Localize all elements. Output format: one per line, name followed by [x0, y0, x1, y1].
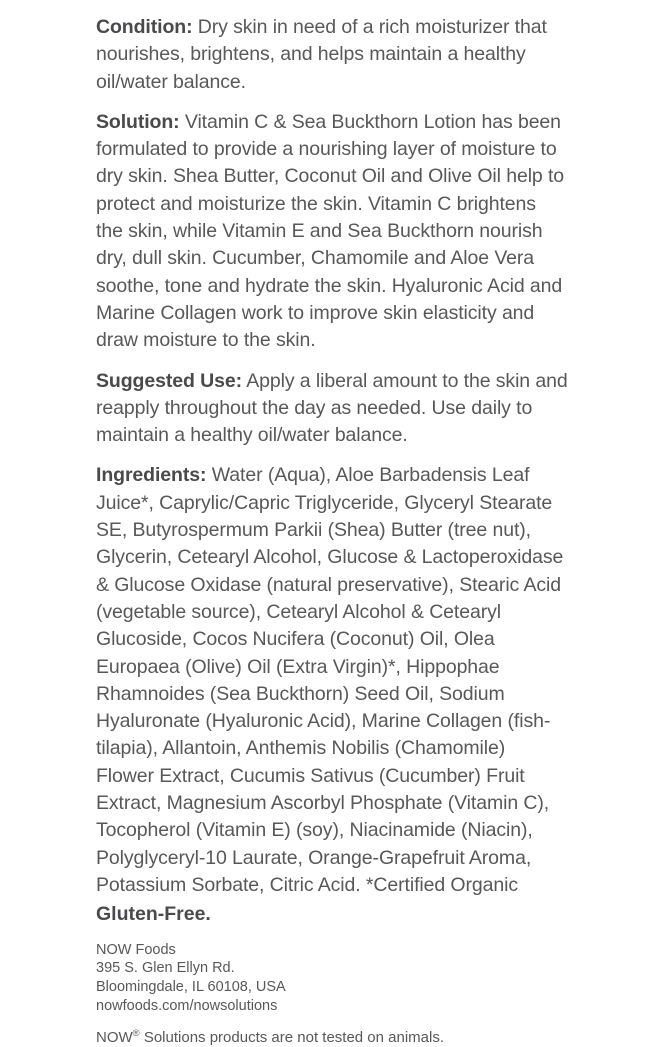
ingredients-heading: Ingredients:	[96, 464, 207, 487]
company-city-state-zip: Bloomingdale, IL 60108, USA	[96, 979, 286, 996]
solution-heading: Solution:	[96, 110, 180, 133]
suggested-use-heading: Suggested Use:	[96, 369, 242, 392]
animal-testing-footnote	[96, 1028, 568, 1047]
registered-trademark-icon: ®	[132, 1027, 140, 1039]
solution-text: Vitamin C & Sea Buckthorn Lotion has been formulated to provide a nourishing layer of moisture to dry skin. Shea Butter, Coconut Oil and Olive Oil help to protect and moisturize the skin. Vitamin C brightens the skin, while Vitamin E and Sea Buckthorn nourish dry, dull skin. Cucumber, Chamomile and Aloe Vera soothe, tone and hydrate the skin. Hyaluronic Acid and Marine Collagen work to improve skin elasticity and draw moisture to the skin.	[96, 110, 565, 352]
ingredients-paragraph	[96, 462, 568, 899]
footnote-text: Solutions products are not tested on animals.	[139, 1028, 445, 1046]
condition-text: Dry skin in need of a rich moisturizer that nourishes, brightens, and helps maintain a healthy oil/water balance.	[96, 16, 547, 93]
condition-paragraph	[96, 14, 568, 96]
solution-paragraph	[96, 109, 568, 355]
condition-heading: Condition:	[96, 16, 193, 38]
suggested-use-text: Apply a liberal amount to the skin and reapply throughout the day as needed. Use daily to maintain a healthy oil/water balance.	[96, 369, 568, 447]
company-street: 395 S. Glen Ellyn Rd.	[96, 960, 235, 977]
gluten-free-statement: Gluten-Free.	[96, 903, 211, 926]
suggested-use-paragraph	[96, 368, 568, 450]
company-name: NOW Foods	[96, 941, 176, 958]
footnote-brand: NOW	[96, 1028, 133, 1046]
company-address	[96, 941, 568, 1016]
ingredients-text: Water (Aqua), Aloe Barbadensis Leaf Juice*, Caprylic/Capric Triglyceride, Glyceryl Stearate SE, Butyrospermum Parkii (Shea) Butter (tree nut), Glycerin, Cetearyl Alcohol, Glucose & Lactoperoxidase & Glucose Oxidase (natural preservative), Stearic Acid (vegetable source), Cetearyl Alcohol & Cetearyl Glucoside, Cocos Nucifera (Coconut) Oil, Olea Europaea (Olive) Oil (Extra Virgin)*, Hippophae Rhamnoides (Sea Buckthorn) Seed Oil, Sodium Hyaluronate (Hyaluronic Acid), Marine Collagen (fish-tilapia), Allantoin, Anthemis Nobilis (Chamomile) Flower Extract, Cucumis Sativus (Cucumber) Fruit Extract, Magnesium Ascorbyl Phosphate (Vitamin C), Tocopherol (Vitamin E) (soy), Niacinamide (Niacin), Polyglyceryl-10 Laurate, Orange-Grapefruit Aroma, Potassium Sorbate, Citric Acid. *Certified Organic	[96, 464, 564, 896]
company-website: nowfoods.com/nowsolutions	[96, 998, 278, 1015]
